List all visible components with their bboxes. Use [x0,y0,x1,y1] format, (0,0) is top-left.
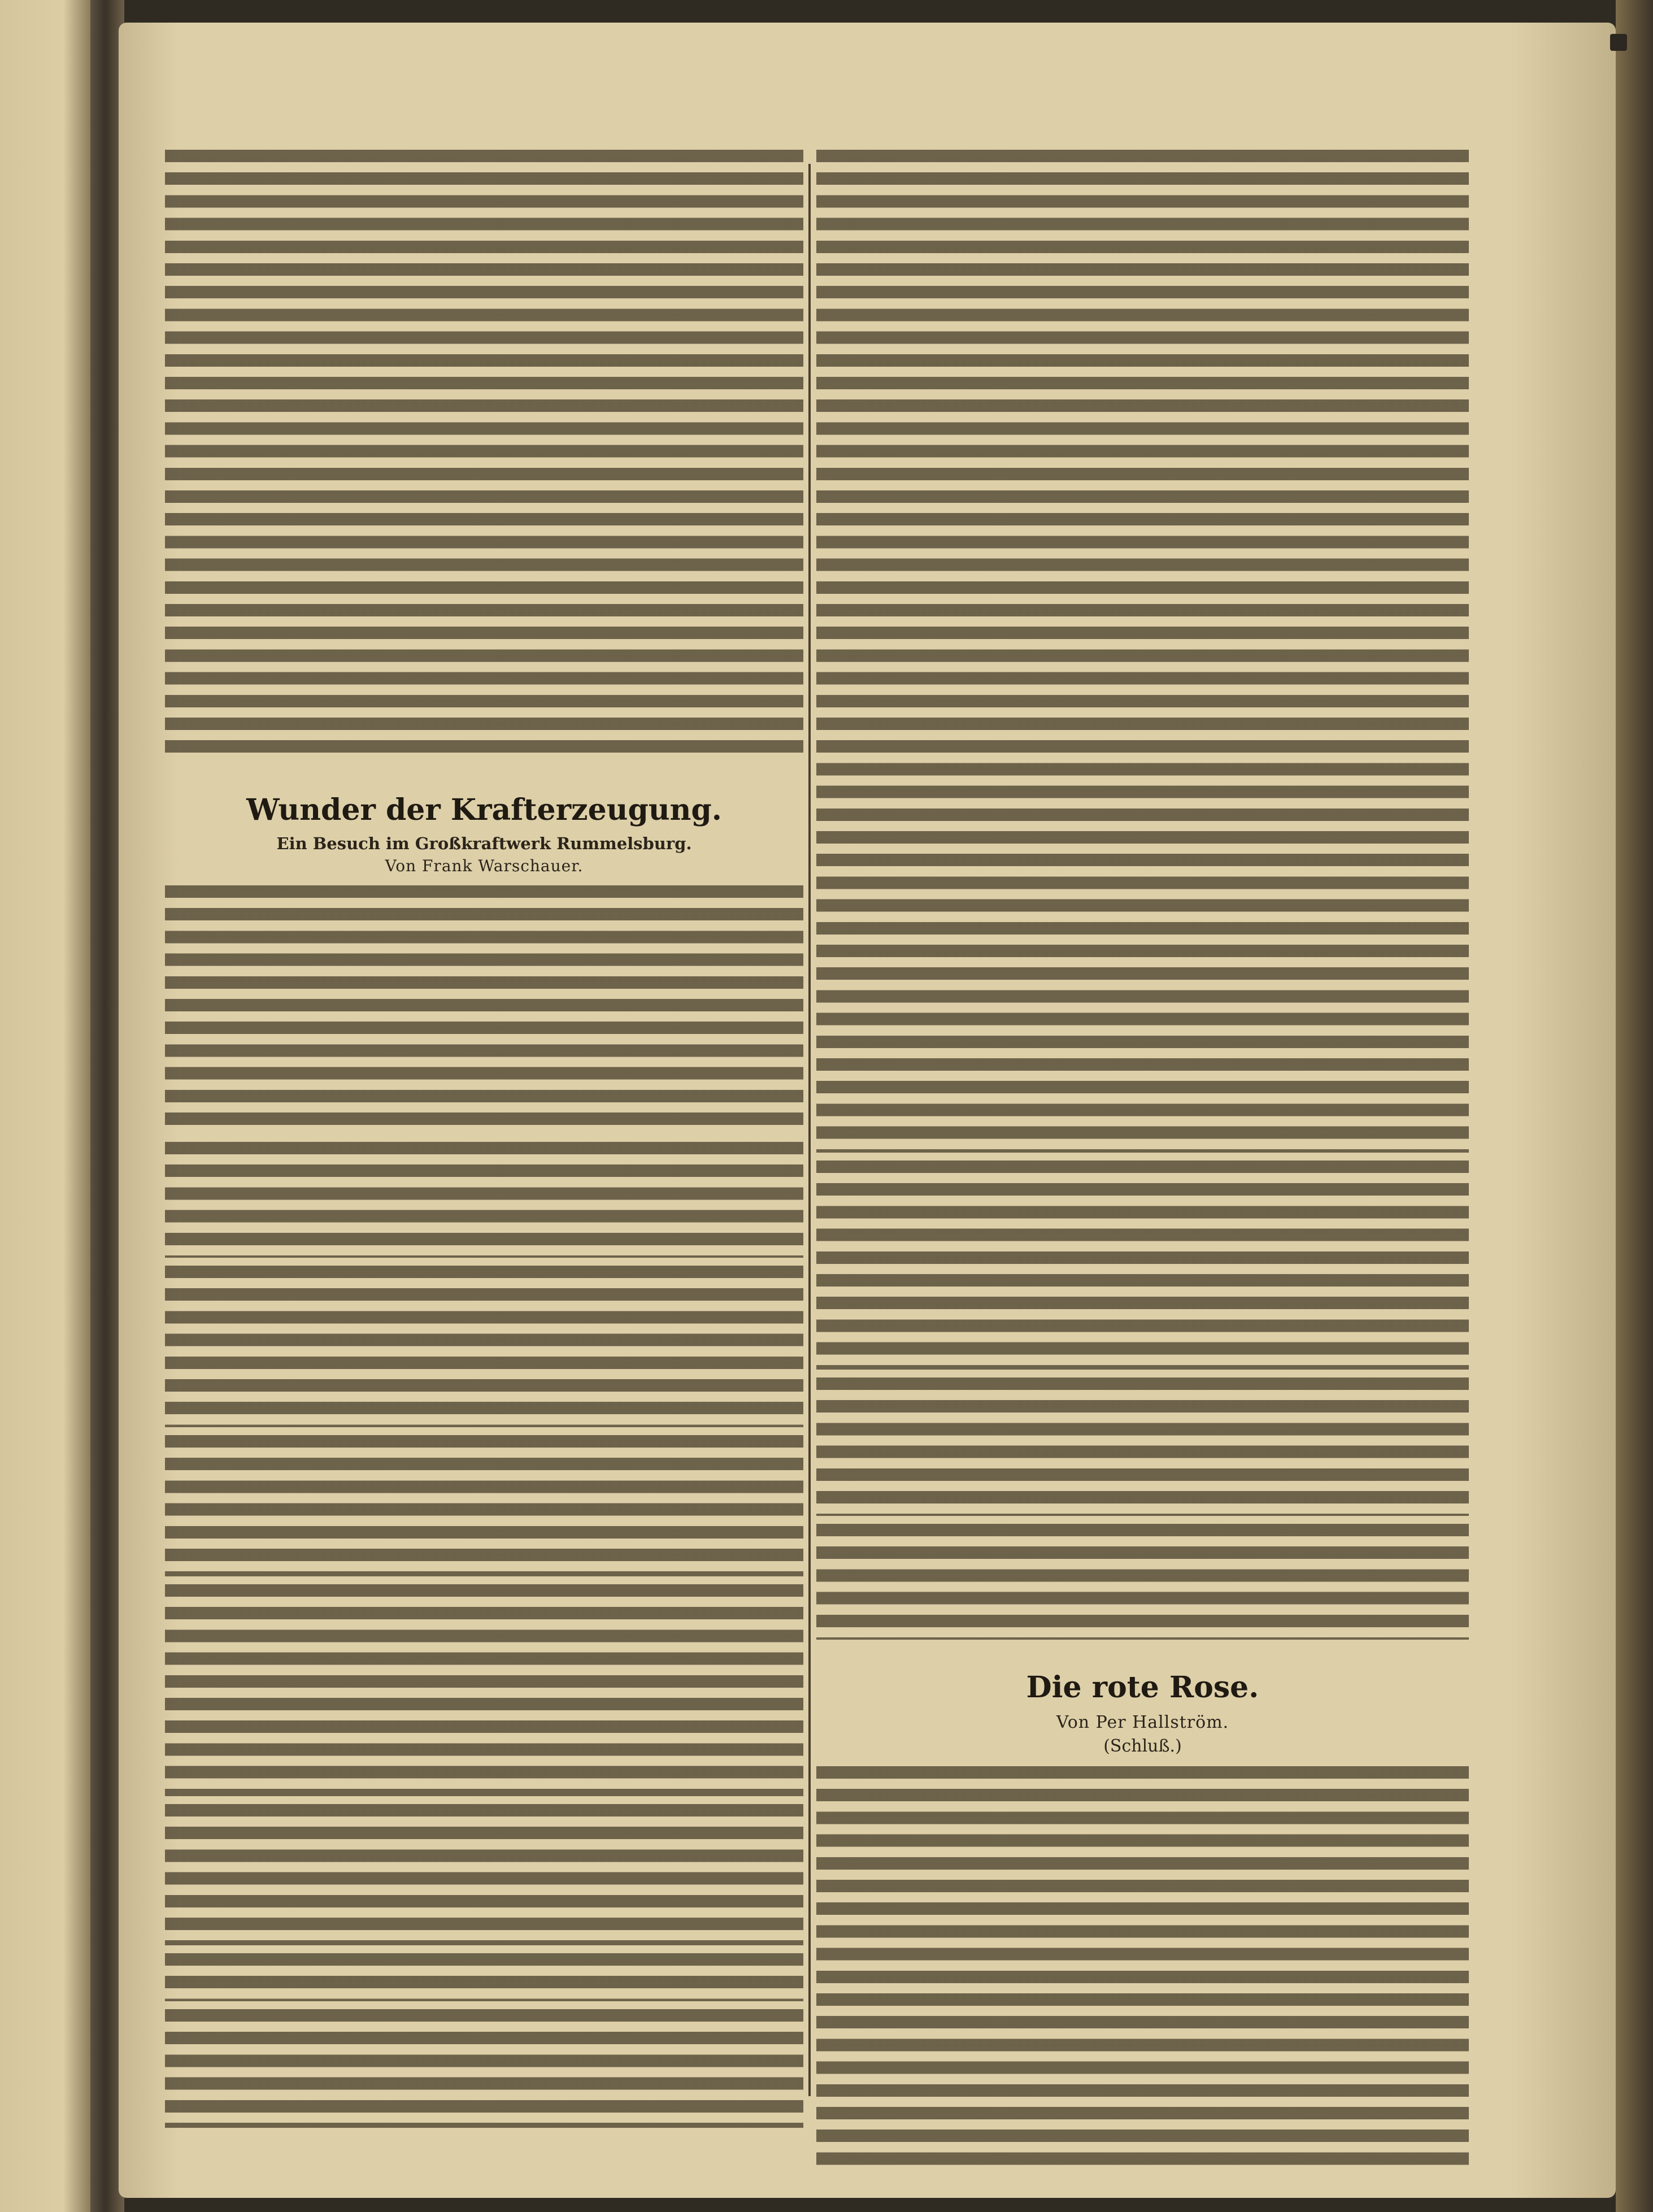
article-text-block [816,1377,1469,1516]
article-text-block [816,1524,1469,1640]
story-continuation-note: (Schluß.) [1103,1736,1182,1756]
previous-page-edge [0,0,90,2212]
right-column [816,150,1469,2173]
article-text-block [165,1435,803,1576]
article-text-block [165,1266,803,1427]
article-text-block [165,150,803,760]
left-column [165,150,803,2128]
story-text-block [816,1766,1469,2173]
article-text-block [816,150,1469,1153]
article-text-block [165,1584,803,1796]
book-cover-edge [1616,0,1653,2212]
article-text-block [165,1142,803,1258]
article-text-block [165,885,803,1134]
section-title: Wunder der Krafterzeugung. [246,793,722,827]
article-text-block [165,2009,803,2128]
section-byline: Von Frank Warschauer. [385,857,584,875]
story-byline: Von Per Hallström. [1056,1713,1229,1732]
section-subtitle: Ein Besuch im Großkraftwerk Rummelsburg. [276,834,692,853]
article-text-block [165,1953,803,2001]
article-text-block [816,1161,1469,1370]
binding-mark [1610,34,1627,51]
story-title: Die rote Rose. [1026,1670,1259,1705]
column-rule [808,164,811,2096]
article-text-block [165,1804,803,1945]
